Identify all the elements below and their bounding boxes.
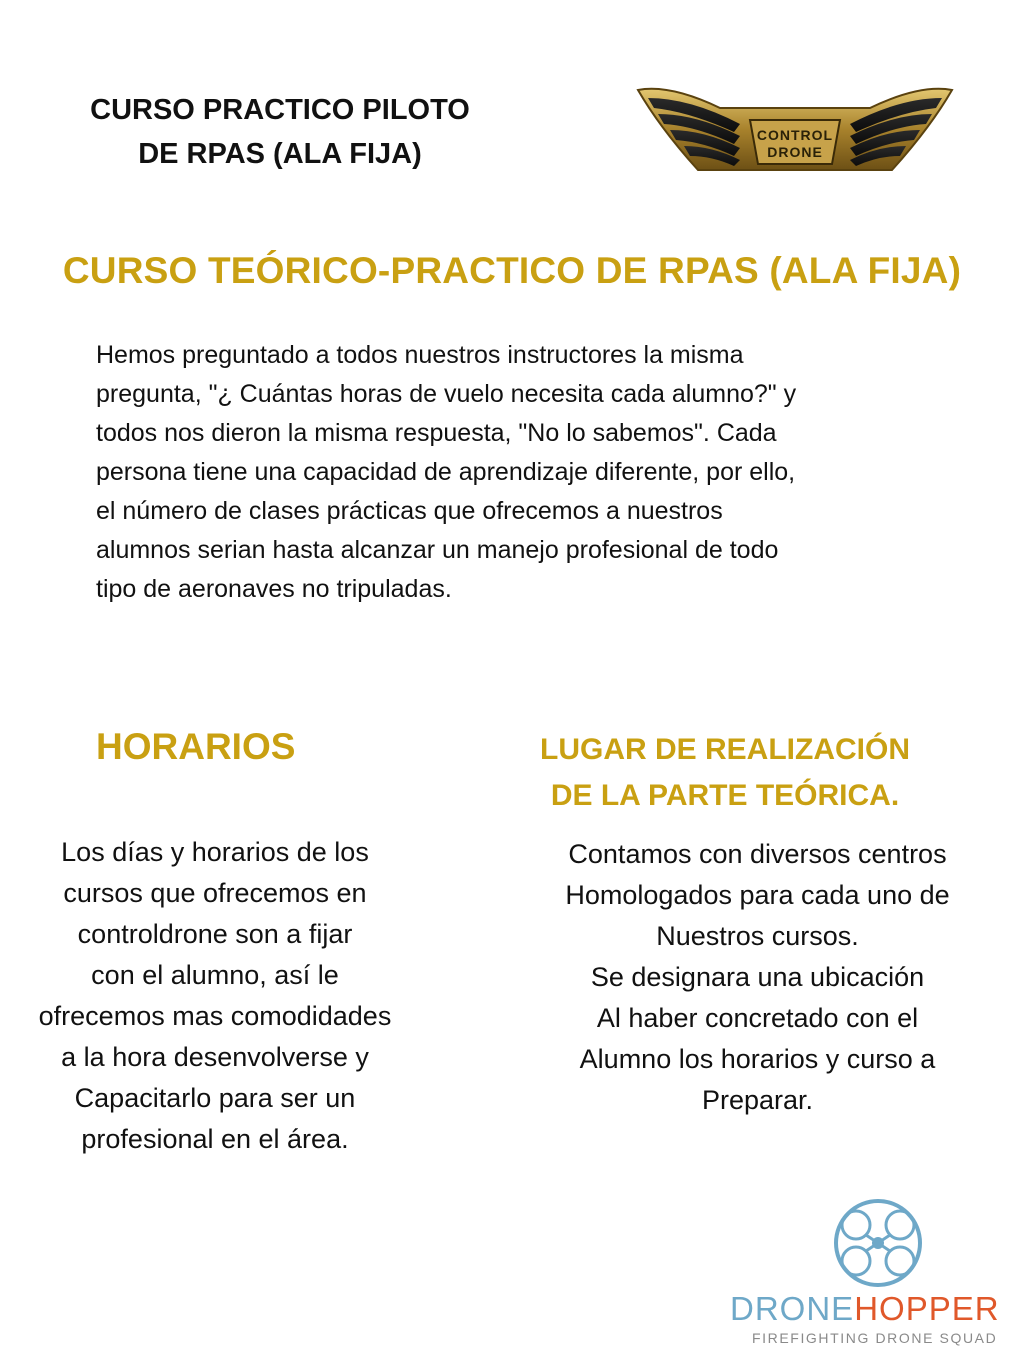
lugar-line: Homologados para cada uno de xyxy=(565,880,950,910)
lugar-line: Contamos con diversos centros xyxy=(568,839,947,869)
lugar-line: Preparar. xyxy=(701,1085,814,1115)
horarios-line: cursos que ofrecemos en xyxy=(63,878,367,908)
horarios-paragraph xyxy=(0,832,430,1160)
lugar-heading-line1: LUGAR DE REALIZACIÓN xyxy=(540,733,910,766)
control-drone-badge-logo xyxy=(630,78,960,193)
lugar-line: Se designara una ubicación xyxy=(590,962,925,992)
main-heading: CURSO TEÓRICO-PRACTICO DE RPAS (ALA FIJA) xyxy=(62,250,962,291)
lugar-line: Alumno los horarios y curso a xyxy=(579,1044,936,1074)
horarios-line: controldrone son a fijar xyxy=(77,919,353,949)
lugar-heading xyxy=(500,727,950,819)
intro-line: Hemos preguntado a todos nuestros instructores la misma xyxy=(96,341,744,369)
horarios-line: a la hora desenvolverse y xyxy=(61,1042,369,1072)
wordmark-part1: DRONE xyxy=(730,1290,855,1327)
horarios-line: Capacitarlo para ser un xyxy=(74,1083,356,1113)
horarios-line: con el alumno, así le xyxy=(91,960,339,990)
horarios-line: Los días y horarios de los xyxy=(61,837,369,867)
intro-line: tipo de aeronaves no tripuladas. xyxy=(96,575,452,603)
lugar-line: Nuestros cursos. xyxy=(656,921,859,951)
badge-line2: DRONE xyxy=(767,144,823,160)
intro-line: alumnos serian hasta alcanzar un manejo profesional de todo xyxy=(96,536,779,564)
wordmark-part2: HOPPER xyxy=(854,1290,1000,1327)
course-title-line1: CURSO PRACTICO PILOTO xyxy=(90,94,470,126)
lugar-line: Al haber concretado con el xyxy=(596,1003,919,1033)
intro-paragraph xyxy=(96,336,946,609)
intro-line: pregunta, "¿ Cuántas horas de vuelo necesita cada alumno?" y xyxy=(96,380,797,408)
intro-line: el número de clases prácticas que ofrecemos a nuestros xyxy=(96,497,723,525)
course-title xyxy=(60,88,500,176)
dronehopper-tagline: FIREFIGHTING DRONE SQUAD xyxy=(752,1330,998,1346)
horarios-heading: HORARIOS xyxy=(96,726,296,767)
course-title-line2: DE RPAS (ALA FIJA) xyxy=(138,138,422,170)
intro-line: todos nos dieron la misma respuesta, "No lo sabemos". Cada xyxy=(96,419,777,447)
intro-line: persona tiene una capacidad de aprendizaje diferente, por ello, xyxy=(96,458,796,486)
dronehopper-wordmark xyxy=(730,1290,1022,1328)
lugar-heading-line2: DE LA PARTE TEÓRICA. xyxy=(550,779,900,812)
badge-line1: CONTROL xyxy=(756,127,834,143)
lugar-paragraph xyxy=(500,834,1015,1121)
horarios-line: profesional en el área. xyxy=(81,1124,349,1154)
horarios-line: ofrecemos mas comodidades xyxy=(38,1001,392,1031)
